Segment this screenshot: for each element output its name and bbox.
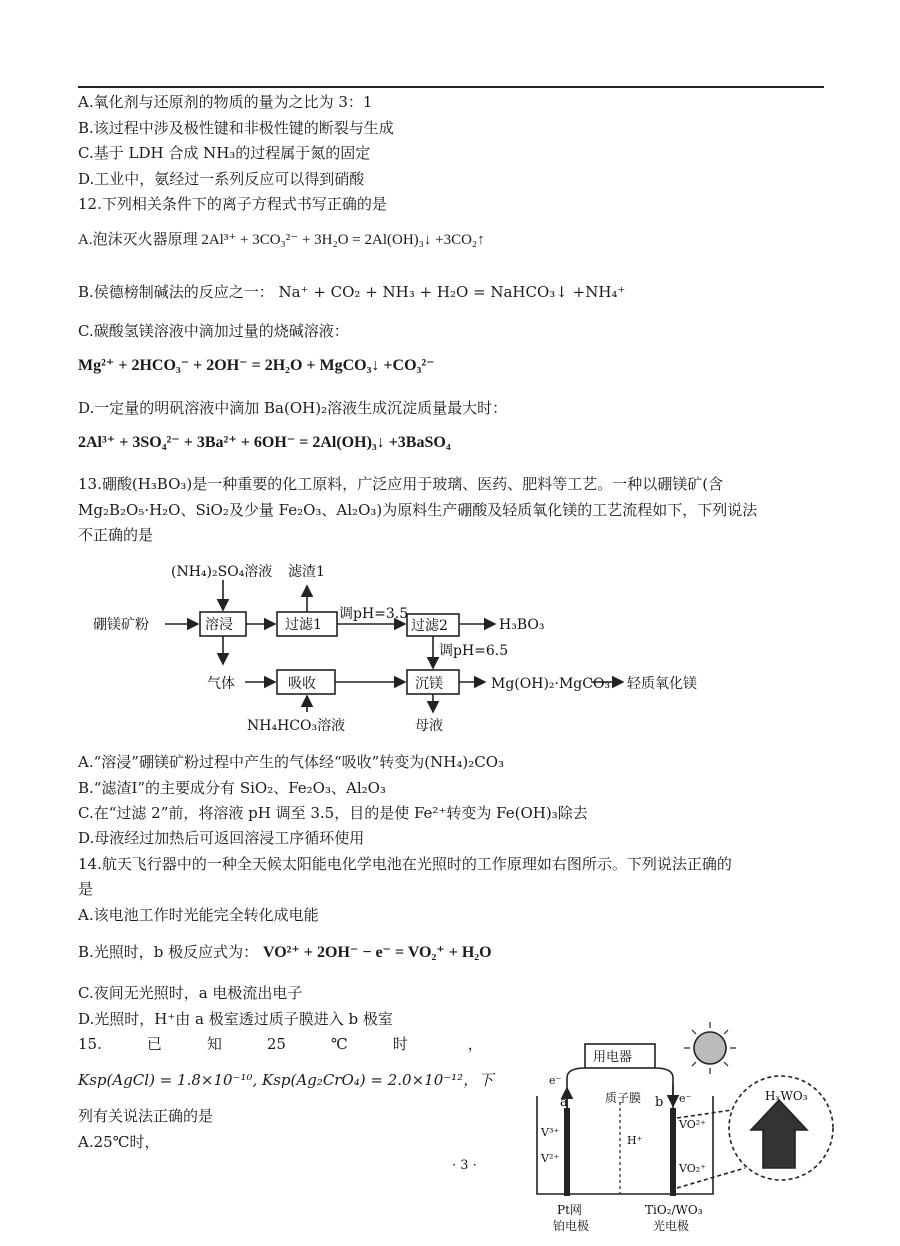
- pt-electrode-label: 铂电极: [553, 1219, 590, 1233]
- q14-option-b-equation: VO²⁺ + 2OH⁻ − e⁻ = VO₂⁺ + H₂O: [262, 944, 492, 961]
- ph65-label: 调pH=6.5: [439, 643, 509, 659]
- electrode-a-label: a: [560, 1095, 568, 1110]
- q15-stem-line1: 15. 已 知 25 ℃ 时 ，: [78, 1035, 483, 1053]
- product-label: Mg(OH)₂·MgCO₃: [491, 676, 611, 692]
- q13-option-d: D.母液经过加热后可返回溶浸工序循环使用: [78, 829, 365, 847]
- h3bo3-label: H₃BO₃: [499, 617, 545, 633]
- precip-label: 沉镁: [415, 676, 443, 692]
- hxwo3-label: HₓWO₃: [765, 1089, 808, 1103]
- ph35-label: 调pH=3.5: [339, 606, 409, 622]
- gas-label: 气体: [207, 676, 235, 692]
- q14-option-a: A.该电池工作时光能完全转化成电能: [78, 906, 319, 924]
- residue1-label: 滤渣1: [288, 564, 325, 580]
- q14-stem-line2: 是: [78, 880, 94, 898]
- q13-option-c: C.在“过滤 2”前，将溶液 pH 调至 3.5，目的是使 Fe²⁺转变为 Fe(OH)₃除去: [78, 804, 588, 822]
- q13-stem-line2: Mg₂B₂O₅·H₂O、SiO₂及少量 Fe₂O₃、Al₂O₃)为原料生产硼酸及轻质氧化镁的工艺流程如下，下列说法: [78, 501, 758, 519]
- q12-stem: 12.下列相关条件下的离子方程式书写正确的是: [78, 195, 387, 213]
- q14-option-c: C.夜间无光照时，a 电极流出电子: [78, 984, 303, 1002]
- v3-label: V³⁺: [541, 1126, 560, 1139]
- nh4hco3-label: NH₄HCO₃溶液: [247, 718, 346, 734]
- q14-option-b: [78, 942, 492, 963]
- q12-option-b: B.侯德榜制碱法的反应之一： Na⁺ + CO₂ + NH₃ + H₂O = NaHCO₃↓ +NH₄⁺: [78, 283, 626, 301]
- q15-stem-line3: 列有关说法正确的是: [78, 1107, 214, 1125]
- q14-option-d: D.光照时，H⁺由 a 极室透过质子膜进入 b 极室: [78, 1010, 393, 1028]
- leach-label: 溶浸: [205, 617, 233, 633]
- device-label: 用电器: [593, 1050, 633, 1065]
- vo2plus-label: VO₂⁺: [679, 1162, 706, 1175]
- cell-container: [537, 1096, 713, 1194]
- solar-cell-diagram: [527, 1018, 847, 1246]
- vo2p-label: VO²⁺: [679, 1118, 706, 1131]
- membrane-label: 质子膜: [605, 1091, 642, 1105]
- absorb-label: 吸收: [288, 676, 316, 692]
- q11-option-a: A.氧化剂与还原剂的物质的量为之比为 3：1: [78, 93, 373, 111]
- q13-option-b: B.“滤渣Ⅰ”的主要成分有 SiO₂、Fe₂O₃、Al₂O₃: [78, 779, 386, 797]
- page-number: · 3 ·: [452, 1158, 477, 1173]
- q15-option-a: A.25℃时，: [78, 1133, 160, 1151]
- electrode-b-label: b: [655, 1095, 664, 1110]
- header-rule: [78, 86, 824, 88]
- q12-option-c: C.碳酸氢镁溶液中滴加过量的烧碱溶液：: [78, 322, 349, 340]
- q12-option-c-equation: Mg²⁺ + 2HCO₃⁻ + 2OH⁻ = 2H₂O + MgCO₃↓ +CO₃²⁻: [78, 357, 435, 374]
- sun-icon: [694, 1032, 726, 1064]
- mother-liquor-label: 母液: [415, 718, 443, 734]
- photoelectrode-material-label: TiO₂/WO₃: [645, 1203, 703, 1217]
- q12-option-a: A.泡沫灭火器原理 2Al³⁺ + 3CO₃²⁻ + 3H₂O = 2Al(OH)₃↓ +3CO₂↑: [78, 232, 485, 248]
- hplus-label: H⁺: [627, 1134, 643, 1147]
- q14-stem-line1: 14.航天飞行器中的一种全天候太阳能电化学电池在光照时的工作原理如右图所示。下列说法正确的: [78, 855, 732, 873]
- photoelectrode-label: 光电极: [653, 1219, 690, 1233]
- q13-stem-line3: 不正确的是: [78, 526, 154, 544]
- q11-option-b: B.该过程中涉及极性键和非极性键的断裂与生成: [78, 119, 394, 137]
- q13-option-a: A.“溶浸”硼镁矿粉过程中产生的气体经“吸收”转变为(NH₄)₂CO₃: [78, 753, 505, 771]
- filter2-label: 过滤2: [411, 618, 448, 634]
- electron-label-b: e⁻: [679, 1092, 692, 1105]
- filter1-label: 过滤1: [285, 617, 322, 633]
- reagent-top-label: (NH₄)₂SO₄溶液: [171, 564, 273, 580]
- v2-label: V²⁺: [541, 1152, 560, 1165]
- q11-option-c: C.基于 LDH 合成 NH₃的过程属于氮的固定: [78, 144, 371, 162]
- q15-stem-line2: Ksp(AgCl) = 1.8×10⁻¹⁰, Ksp(Ag₂CrO₄) = 2.0×10⁻¹²，下: [78, 1071, 494, 1089]
- q12-option-d-equation: 2Al³⁺ + 3SO₄²⁻ + 3Ba²⁺ + 6OH⁻ = 2Al(OH)₃↓ +3BaSO₄: [78, 434, 451, 451]
- pt-mesh-label: Pt网: [557, 1203, 582, 1217]
- q14-option-b-text: B.光照时，b 极反应式为：: [78, 943, 259, 961]
- final-product-label: 轻质氧化镁: [627, 676, 697, 692]
- raw-material-label: 硼镁矿粉: [93, 617, 149, 633]
- electron-label-a: e⁻: [549, 1074, 562, 1087]
- process-flow-diagram: [85, 558, 805, 740]
- q12-option-d: D.一定量的明矾溶液中滴加 Ba(OH)₂溶液生成沉淀质量最大时：: [78, 399, 508, 417]
- q13-stem-line1: 13.硼酸(H₃BO₃)是一种重要的化工原料，广泛应用于玻璃、医药、肥料等工艺。一种以硼镁矿(含: [78, 475, 724, 493]
- q11-option-d: D.工业中，氨经过一系列反应可以得到硝酸: [78, 170, 365, 188]
